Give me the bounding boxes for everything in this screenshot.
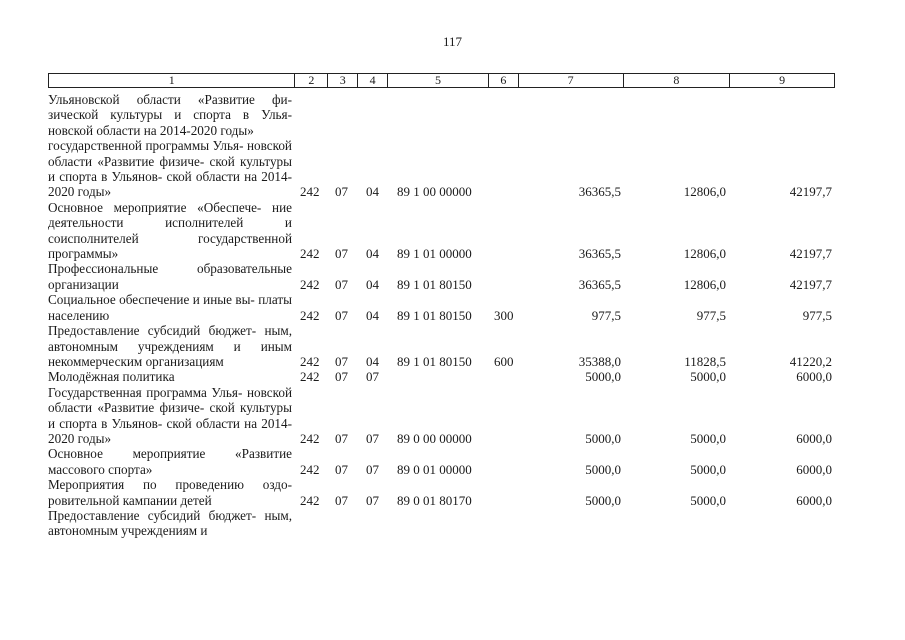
description-line: государственной программы Улья- (48, 138, 244, 154)
cell-grbs: 242 (300, 492, 320, 508)
row-description (48, 323, 292, 369)
cell-grbs: 242 (300, 353, 320, 369)
cell-target-article: 89 1 00 00000 (397, 184, 472, 200)
description-line: ской области на 2014-2020 годы» (48, 415, 293, 446)
cell-amount-col9: 41220,2 (789, 353, 832, 369)
description-line: платы населению (48, 292, 292, 323)
cell-section: 07 (335, 369, 348, 385)
cell-subsection: 07 (366, 492, 379, 508)
description-line: организации (48, 276, 119, 292)
cell-amount-col7: 36365,5 (578, 276, 621, 292)
cell-amount-col8: 12806,0 (683, 276, 726, 292)
cell-section: 07 (335, 492, 348, 508)
cell-grbs: 242 (300, 276, 320, 292)
cell-grbs: 242 (300, 369, 320, 385)
cell-amount-col9: 42197,7 (789, 246, 832, 262)
description-line: ской культуры и спорта в Ульянов- (48, 153, 292, 185)
cell-amount-col7: 36365,5 (578, 184, 621, 200)
description-line: Ульяновской области «Развитие фи- (48, 92, 292, 107)
cell-subsection: 04 (366, 276, 379, 292)
page-number: 117 (442, 34, 463, 49)
table-row (48, 200, 835, 262)
header-col-4: 4 (357, 74, 387, 87)
cell-amount-col9: 6000,0 (796, 369, 832, 385)
header-col-2: 2 (294, 74, 327, 87)
description-line: ской области на 2014-2020 годы» (48, 169, 293, 200)
description-line: ным, автономным учреждениям и (48, 507, 292, 539)
description-line: Основное мероприятие «Обеспече- (48, 199, 262, 215)
cell-subsection: 04 (366, 307, 379, 323)
row-description (48, 508, 292, 539)
cell-amount-col7: 5000,0 (585, 492, 621, 508)
description-line: ровительной кампании детей (48, 492, 212, 508)
description-line: Государственная программа Улья- (48, 384, 243, 400)
cell-amount-col8: 5000,0 (690, 461, 726, 477)
description-line: Молодёжная политика (48, 369, 175, 385)
table-row (48, 385, 835, 447)
cell-amount-col9: 42197,7 (789, 276, 832, 292)
cell-grbs: 242 (300, 184, 320, 200)
table-row (48, 369, 835, 384)
description-line: новской области «Развитие физиче- (48, 384, 293, 416)
cell-section: 07 (335, 353, 348, 369)
cell-subsection: 04 (366, 184, 379, 200)
description-line: Социальное обеспечение и иные вы- (48, 292, 255, 308)
cell-expense-type: 600 (494, 353, 514, 369)
table-row (48, 138, 835, 200)
description-line: соисполнителей государственной (48, 230, 292, 246)
description-line: ние деятельности исполнителей и (48, 199, 293, 231)
cell-subsection: 07 (366, 369, 379, 385)
row-description (48, 200, 292, 262)
cell-section: 07 (335, 246, 348, 262)
cell-amount-col7: 5000,0 (585, 461, 621, 477)
description-line: зической культуры и спорта в Улья- (48, 107, 292, 123)
description-line: ным, автономным учреждениям и (48, 323, 292, 354)
table-row (48, 292, 835, 323)
cell-subsection: 04 (366, 353, 379, 369)
budget-table-body (48, 92, 835, 539)
row-description (48, 292, 292, 323)
cell-amount-col8: 977,5 (696, 307, 726, 323)
cell-amount-col8: 11828,5 (684, 353, 726, 369)
cell-section: 07 (335, 430, 348, 446)
cell-target-article: 89 0 01 80170 (397, 492, 472, 508)
header-col-8: 8 (623, 74, 730, 87)
table-row (48, 446, 835, 477)
cell-amount-col8: 12806,0 (683, 184, 726, 200)
header-col-9: 9 (729, 74, 834, 87)
cell-amount-col9: 42197,7 (789, 184, 832, 200)
cell-grbs: 242 (300, 461, 320, 477)
cell-amount-col7: 35388,0 (578, 353, 621, 369)
cell-amount-col8: 12806,0 (683, 246, 726, 262)
row-description (48, 477, 292, 508)
cell-amount-col9: 6000,0 (796, 461, 832, 477)
description-line: новской области «Развитие физиче- (48, 138, 292, 169)
cell-target-article: 89 1 01 00000 (397, 246, 472, 262)
cell-amount-col9: 6000,0 (796, 430, 832, 446)
description-line: программы» (48, 246, 119, 262)
cell-target-article: 89 0 01 00000 (397, 461, 472, 477)
cell-section: 07 (335, 307, 348, 323)
table-row (48, 92, 835, 138)
row-description (48, 385, 292, 447)
cell-subsection: 04 (366, 246, 379, 262)
cell-target-article: 89 0 00 00000 (397, 430, 472, 446)
description-line: иным некоммерческим организациям (48, 338, 293, 369)
description-line: массового спорта» (48, 461, 153, 477)
row-description (48, 369, 292, 384)
cell-amount-col8: 5000,0 (690, 430, 726, 446)
cell-grbs: 242 (300, 307, 320, 323)
cell-amount-col9: 977,5 (802, 307, 832, 323)
description-line: Профессиональные образовательные (48, 261, 292, 277)
table-row (48, 508, 835, 539)
cell-amount-col7: 5000,0 (585, 369, 621, 385)
cell-target-article: 89 1 01 80150 (397, 353, 472, 369)
table-row (48, 261, 835, 292)
cell-subsection: 07 (366, 430, 379, 446)
cell-section: 07 (335, 184, 348, 200)
cell-amount-col7: 36365,5 (578, 246, 621, 262)
header-col-1: 1 (168, 73, 175, 87)
table-row (48, 323, 835, 369)
table-row (48, 477, 835, 508)
description-line: новской области на 2014-2020 годы» (48, 122, 254, 138)
description-line: Основное мероприятие «Развитие (48, 446, 292, 462)
cell-amount-col9: 6000,0 (796, 492, 832, 508)
row-description (48, 261, 292, 292)
header-col-3: 3 (327, 74, 357, 87)
cell-amount-col7: 5000,0 (585, 430, 621, 446)
cell-section: 07 (335, 276, 348, 292)
cell-section: 07 (335, 461, 348, 477)
cell-amount-col8: 5000,0 (690, 369, 726, 385)
header-col-5: 5 (387, 74, 488, 87)
table-header-row (48, 73, 835, 88)
description-line: ской культуры и спорта в Ульянов- (48, 400, 292, 431)
cell-amount-col8: 5000,0 (690, 492, 726, 508)
description-line: Предоставление субсидий бюджет- (48, 507, 257, 523)
cell-grbs: 242 (300, 430, 320, 446)
cell-amount-col7: 977,5 (591, 307, 621, 323)
cell-target-article: 89 1 01 80150 (397, 307, 472, 323)
cell-subsection: 07 (366, 461, 379, 477)
cell-target-article: 89 1 01 80150 (397, 276, 472, 292)
cell-expense-type: 300 (494, 307, 514, 323)
cell-grbs: 242 (300, 246, 320, 262)
header-col-7: 7 (518, 74, 623, 87)
row-description (48, 92, 292, 138)
row-description (48, 138, 292, 200)
description-line: Предоставление субсидий бюджет- (48, 323, 257, 339)
row-description (48, 446, 292, 477)
header-col-6: 6 (488, 74, 518, 87)
description-line: Мероприятия по проведению оздо- (48, 477, 292, 493)
